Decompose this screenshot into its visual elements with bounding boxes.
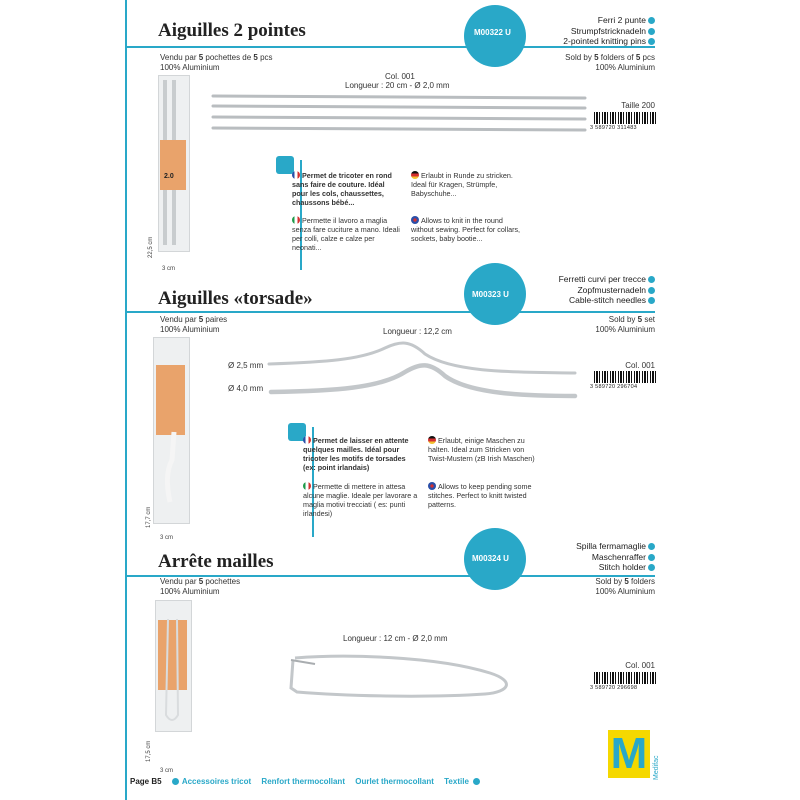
package-height: 17,7 cm <box>146 506 152 528</box>
footer-link-renfort[interactable]: Renfort thermocollant <box>261 777 345 786</box>
flag-it-icon <box>292 216 300 224</box>
name-de: Maschenraffer <box>591 551 646 562</box>
color-code: Col. 001 <box>385 72 415 81</box>
barcode <box>594 371 656 383</box>
bullet-icon <box>648 543 655 550</box>
diameter-large: Ø 4,0 mm <box>228 384 264 393</box>
package-height: 17,5 cm <box>146 740 152 762</box>
name-de: Zopfmusternadeln <box>577 284 646 295</box>
package-width: 3 cm <box>160 535 174 541</box>
info-en: Allows to keep pending some stitches. Perfect to knitt twisted patterns. <box>428 482 532 509</box>
logo-text: Medifac <box>653 755 660 780</box>
package-label <box>160 140 186 190</box>
info-fr: Permet de tricoter en rond sans faire de couture. Idéal pour les cols, chaussettes, chaussons bébé... <box>292 171 392 207</box>
name-en: 2-pointed knitting pins <box>563 36 646 46</box>
package-width: 3 cm <box>162 266 176 272</box>
info-it: Permette il lavoro a maglia senza fare cuciture a mano. Ideali per colli, calze e calze per neonati... <box>292 216 400 252</box>
sold-by-en: Sold by 5 folders 100% Aluminium <box>595 577 655 596</box>
sold-by-en: Sold by 5 set 100% Aluminium <box>595 315 655 334</box>
section-title-aiguilles-torsade: Aiguilles «torsade» <box>158 288 313 309</box>
footer-link-ourlet[interactable]: Ourlet thermocollant <box>355 777 434 786</box>
name-it: Ferretti curvi per trecce <box>558 274 646 284</box>
diameter-small: Ø 2,5 mm <box>228 361 264 370</box>
length: Longueur : 12,2 cm <box>383 327 452 336</box>
bullet-icon <box>648 17 655 24</box>
package-height: 22,5 cm <box>148 236 154 258</box>
sold-by-fr: Vendu par 5 pochettes de 5 pcs 100% Aluminium <box>160 53 273 72</box>
product-names <box>559 274 655 306</box>
name-it: Spilla fermamaglie <box>576 541 646 551</box>
cable-needle-in-package <box>160 430 185 505</box>
bullet-icon <box>473 778 480 785</box>
name-de: Strumpfstricknadeln <box>570 25 646 36</box>
package-label-size: 2.0 <box>164 173 174 180</box>
stitch-holder-image <box>285 648 520 700</box>
product-names <box>576 541 655 573</box>
bullet-icon <box>648 287 655 294</box>
color-code: Col. 001 <box>625 661 655 670</box>
barcode <box>594 112 656 124</box>
barcode-number: 3 589720 296698 <box>590 685 638 691</box>
sold-by-fr: Vendu par 5 pochettes 100% Aluminium <box>160 577 241 596</box>
bullet-icon <box>172 778 179 785</box>
flag-de-icon <box>411 171 419 179</box>
stitch-holder-in-package <box>160 615 185 730</box>
barcode-number: 3 589720 296704 <box>590 384 638 390</box>
barcode <box>594 672 656 684</box>
bullet-icon <box>648 564 655 571</box>
left-accent-line <box>125 0 127 800</box>
page-number: Page B5 <box>130 777 162 786</box>
flag-gb-icon <box>428 482 436 490</box>
flag-fr-icon <box>303 436 311 444</box>
bullet-icon <box>648 297 655 304</box>
flag-de-icon <box>428 436 436 444</box>
bullet-icon <box>648 38 655 45</box>
bullet-icon <box>648 276 655 283</box>
spec: Longueur : 12 cm - Ø 2,0 mm <box>343 634 448 643</box>
flag-gb-icon <box>411 216 419 224</box>
info-de: Erlaubt in Runde zu stricken. Ideal für Kragen, Strümpfe, Babyschuhe... <box>411 171 513 198</box>
section-rule <box>125 311 655 313</box>
bullet-icon <box>648 28 655 35</box>
section-title-aiguilles-2-pointes: Aiguilles 2 pointes <box>158 20 306 41</box>
product-code: M00323 U <box>472 290 509 299</box>
knitting-pins-image <box>205 88 595 138</box>
spec: Longueur : 20 cm - Ø 2,0 mm <box>345 81 450 90</box>
logo <box>608 730 650 778</box>
sold-by-en: Sold by 5 folders of 5 pcs 100% Aluminium <box>565 53 655 72</box>
color-code: Col. 001 <box>625 361 655 370</box>
cable-needles-image <box>265 336 585 406</box>
section-title-arrete-mailles: Arrête mailles <box>158 551 274 572</box>
logo-letter: M <box>610 729 648 778</box>
product-code: M00322 U <box>474 28 511 37</box>
size-label: Taille 200 <box>621 101 655 110</box>
barcode-number: 3 589720 311483 <box>590 125 637 131</box>
footer-link-textile[interactable]: Textile <box>444 777 480 786</box>
package-label <box>156 365 185 435</box>
name-en: Cable-stitch needles <box>568 295 646 305</box>
bullet-icon <box>648 554 655 561</box>
footer <box>130 777 480 786</box>
footer-link-accessoires[interactable]: Accessoires tricot <box>172 777 251 786</box>
product-code: M00324 U <box>472 554 509 563</box>
product-names <box>563 15 655 47</box>
sold-by-fr: Vendu par 5 paires 100% Aluminium <box>160 315 228 334</box>
name-it: Ferri 2 punte <box>597 15 646 25</box>
package-width: 3 cm <box>160 768 174 774</box>
flag-fr-icon <box>292 171 300 179</box>
info-fr: Permet de laisser en attente quelques mailles. Idéal pour tricoter les motifs de torsades (ex: point irlandais) <box>303 436 409 472</box>
flag-it-icon <box>303 482 311 490</box>
info-de: Erlaubt, einige Maschen zu halten. Ideal zum Stricken von Twist-Mustern (zB Irish Maschen) <box>428 436 535 463</box>
info-it: Permette di mettere in attesa alcune maglie. Ideale per lavorare a maglia motivi trecciati ( es: punti irlandesi) <box>303 482 418 518</box>
info-en: Allows to knit in the round without sewing. Perfect for collars, sockets, baby bootie... <box>411 216 521 243</box>
name-en: Stitch holder <box>598 562 646 572</box>
